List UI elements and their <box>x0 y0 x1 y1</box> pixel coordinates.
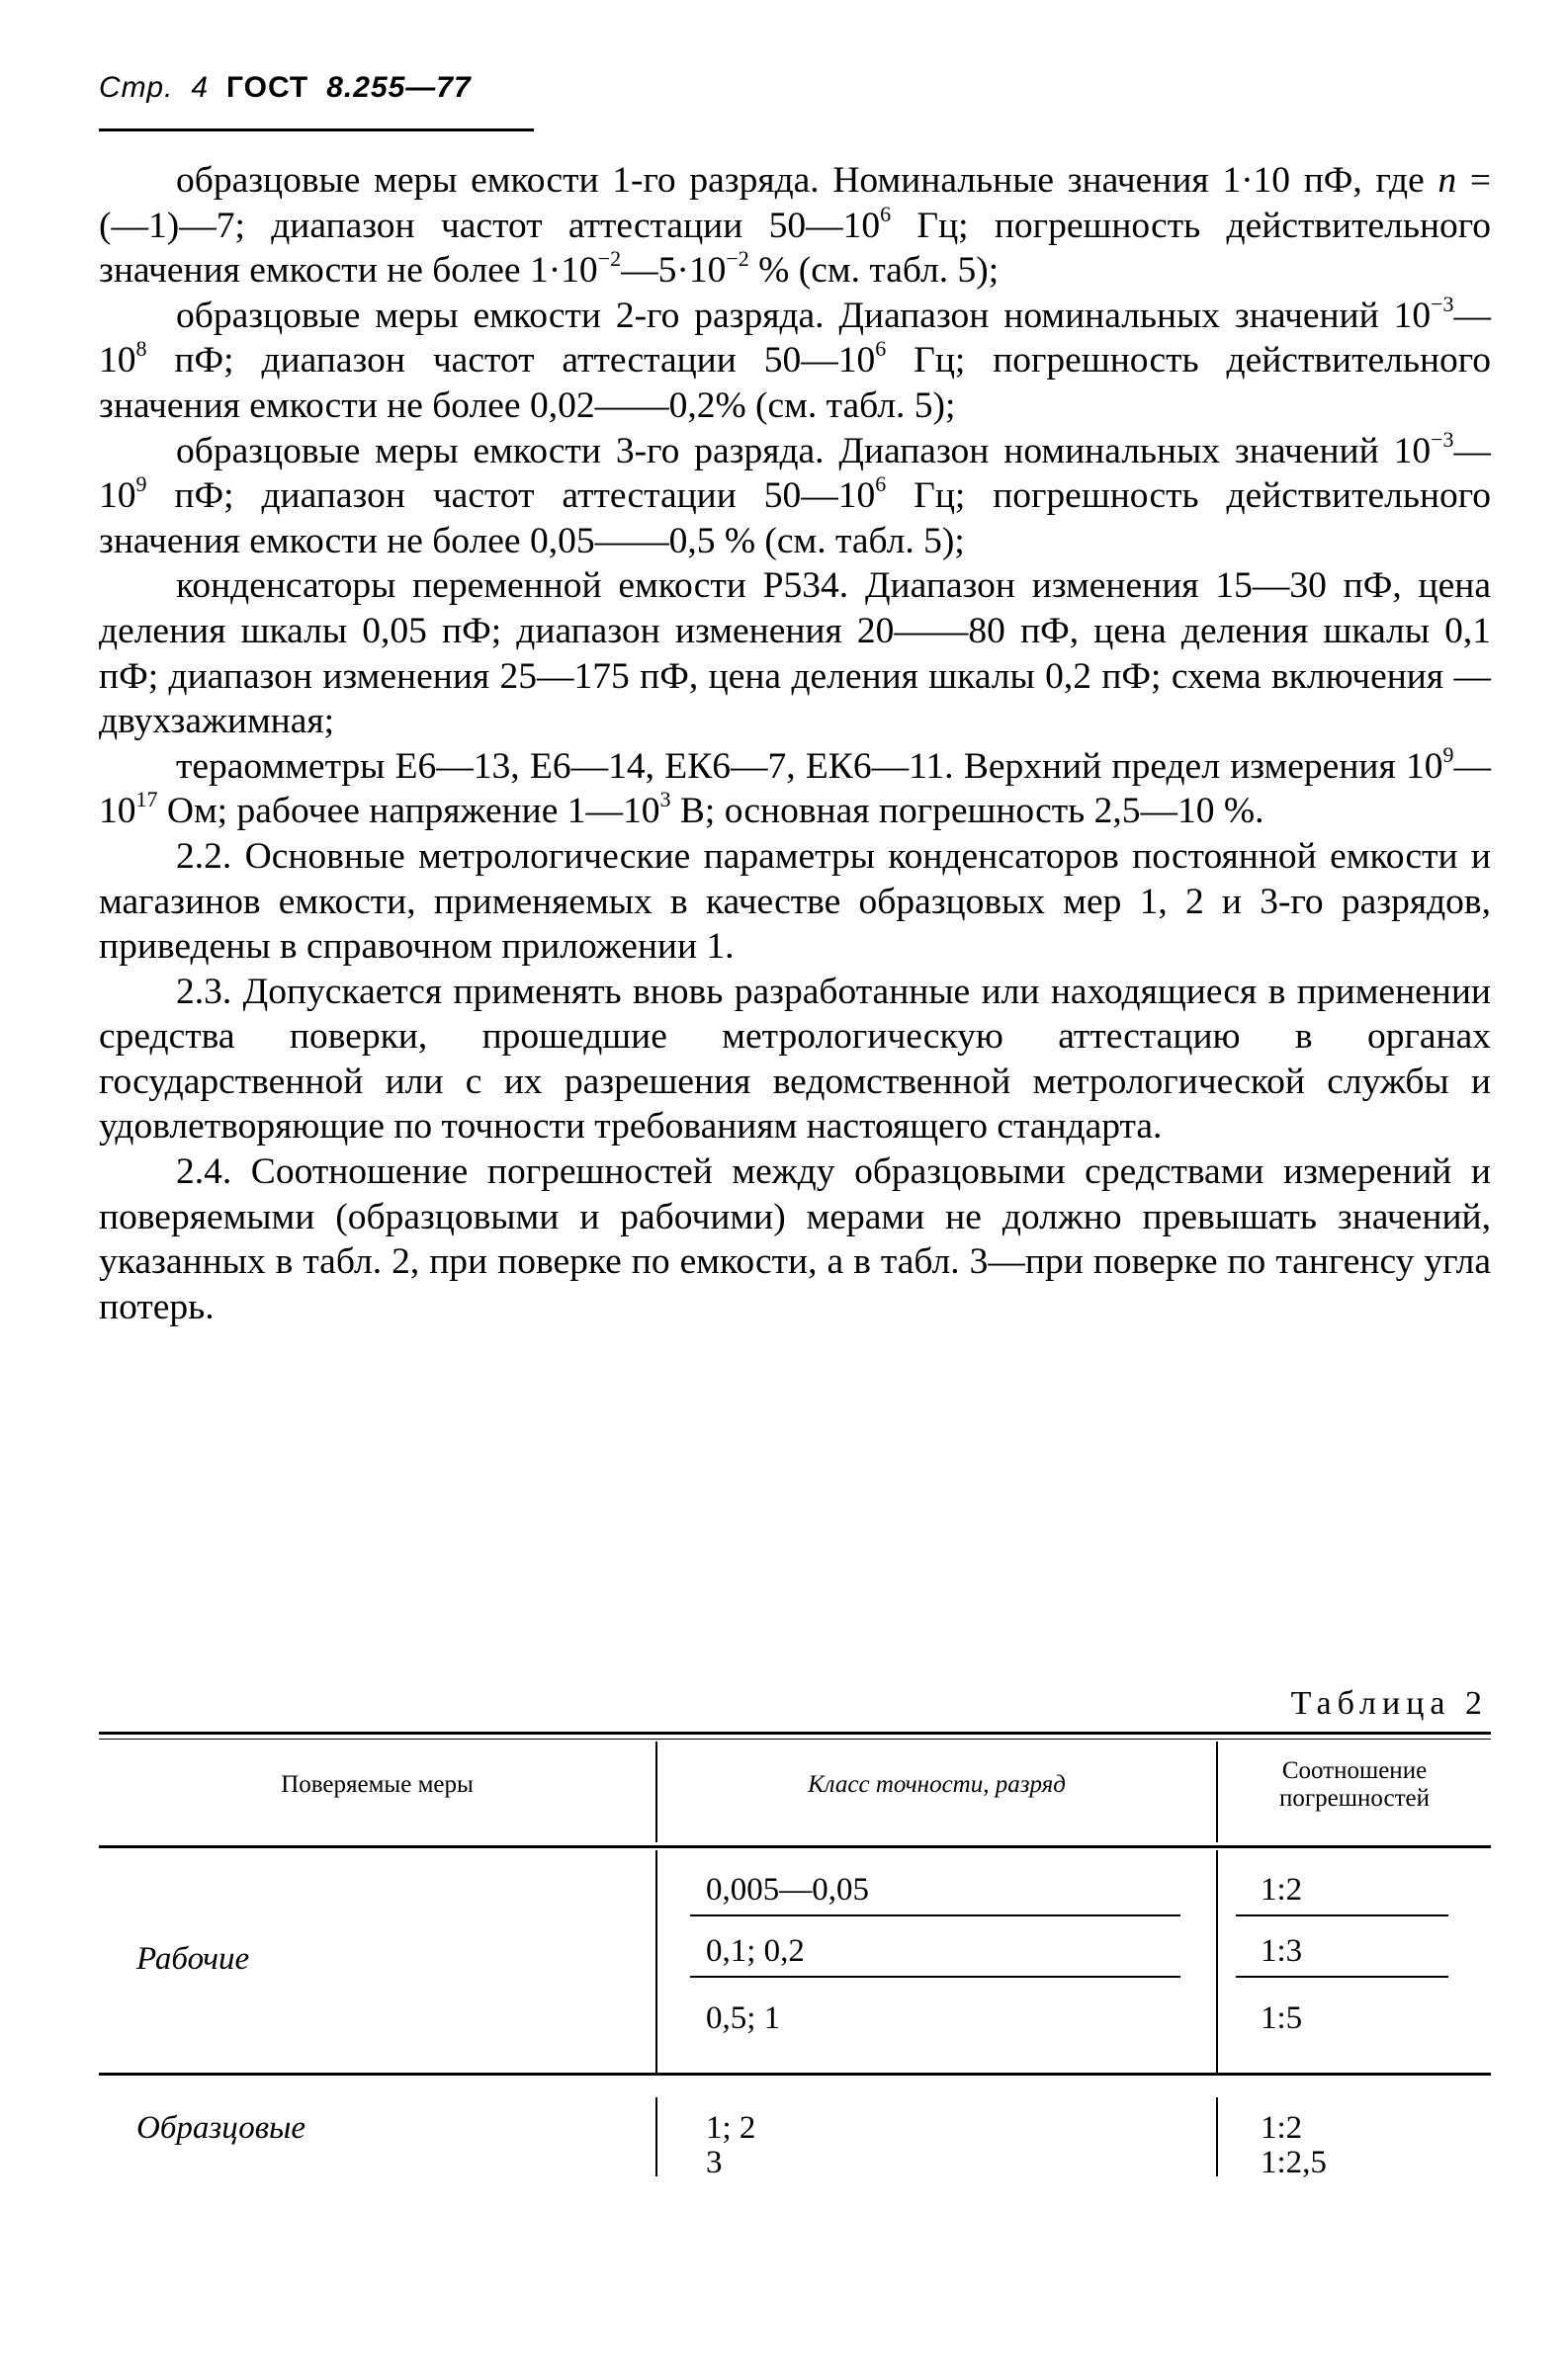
p1-exp2: −2 <box>597 246 622 272</box>
group-reference-label: Образцовые <box>136 2110 306 2146</box>
p5-exp3: 3 <box>659 787 671 812</box>
page-header <box>99 71 534 105</box>
ratio-cell: 1:2,5 <box>1261 2145 1327 2180</box>
p2-exp3: 6 <box>875 336 887 362</box>
paragraph-5 <box>99 741 1491 834</box>
standard-number: 8.255—77 <box>326 71 472 104</box>
class-cell: 0,1; 0,2 <box>706 1933 805 1969</box>
p3-exp3: 6 <box>875 471 887 497</box>
paragraph-3 <box>99 426 1491 564</box>
p5-b: —10 <box>99 745 1491 832</box>
header-measures: Поверяемые меры <box>281 1771 474 1798</box>
body-divider-4 <box>1216 2097 1218 2176</box>
header-rule <box>99 128 534 131</box>
p2-d: Гц; погрешность действительного значения емкости не более 0,02——0,2% (см. табл. 5); <box>99 340 1491 426</box>
group-working-label: Рабочие <box>136 1941 250 1977</box>
paragraph-2-3: 2.3. Допускается применять вновь разработанные или находящиеся в применении средства поверки, прошедшие метрологическую аттестацию в органах государственной или с их разрешения ведомственной метрологической службы и удовлетворяющие по точности требованиям настоящего стандарта. <box>99 971 1491 1148</box>
p3-exp1: −3 <box>1431 426 1454 452</box>
header-divider-2 <box>1216 1742 1218 1842</box>
standard-label: ГОСТ <box>226 71 309 104</box>
p1-exp1: 6 <box>880 201 892 226</box>
paragraph-2-4: 2.4. Соотношение погрешностей между образцовыми средствами измерений и поверяемыми (образцовыми и рабочими) мерами не должно превышать значений, указанных в табл. 2, при поверке по емкости, а в табл. 3—при поверке по тангенсу угла потерь. <box>99 1151 1491 1327</box>
p5-a: тераомметры Е6—13, Е6—14, ЕК6—7, ЕК6—11. Верхний предел измерения 10 <box>176 745 1443 787</box>
body-divider-3 <box>655 2097 657 2176</box>
p1-rest2: Гц; погрешность действительного значения емкости не более 1·10 <box>99 205 1491 292</box>
row-underline <box>1236 1976 1448 1978</box>
body-text <box>99 158 1491 1329</box>
p3-d: Гц; погрешность действительного значения емкости не более 0,05——0,5 % (см. табл. 5); <box>99 475 1491 561</box>
p1-text: образцовые меры емкости 1-го разряда. Номинальные значения 1·10 пФ, где <box>176 160 1425 201</box>
p5-c: Ом; рабочее напряжение 1—10 <box>157 791 660 832</box>
p5-exp2: 17 <box>135 787 158 812</box>
p3-b: —10 <box>99 430 1491 517</box>
p1-variable: n <box>1437 160 1457 201</box>
ratio-cell: 1:5 <box>1261 2000 1303 2036</box>
p3-exp2: 9 <box>135 471 147 497</box>
paragraph-2-2: 2.2. Основные метрологические параметры конденсаторов постоянной емкости и магазинов емкости, применяемых в качестве образцовых мер 1, 2 и 3-го разрядов, приведены в справочном приложении 1. <box>99 835 1491 968</box>
page-number: 4 <box>191 71 210 104</box>
header-bottom-rule <box>99 1845 1491 1848</box>
class-cell: 1; 2 <box>706 2110 756 2146</box>
paragraph-1 <box>99 158 1491 294</box>
row-underline <box>690 1976 1180 1978</box>
body-divider-2 <box>1216 1850 1218 2073</box>
p2-exp2: 8 <box>135 336 147 362</box>
group-divider-rule <box>99 2073 1491 2076</box>
p5-exp1: 9 <box>1442 741 1454 767</box>
p3-a: образцовые меры емкости 3-го разряда. Диапазон номинальных значений 10 <box>176 430 1432 471</box>
header-error-ratio: Соотношение погрешностей <box>1279 1757 1430 1812</box>
p5-d: В; основная погрешность 2,5—10 %. <box>670 791 1264 832</box>
p1-rest3: —5·10 <box>621 250 727 292</box>
ratio-cell: 1:2 <box>1261 1872 1303 1908</box>
body-divider-1 <box>655 1850 657 2073</box>
table-top-rule <box>99 1732 1491 1735</box>
class-cell: 0,5; 1 <box>706 2000 781 2036</box>
table-top-rule-thin <box>99 1739 1491 1740</box>
p2-a: образцовые меры емкости 2-го разряда. Диапазон номинальных значений 10 <box>176 295 1432 336</box>
p1-rest: = (—1)—7; диапазон частот аттестации 50—10 <box>99 160 1492 246</box>
table-caption: Таблица 2 <box>1290 1685 1488 1722</box>
page-label: Стр. <box>99 71 174 104</box>
p2-b: —10 <box>99 295 1491 382</box>
row-underline <box>1236 1914 1448 1916</box>
p2-exp1: −3 <box>1431 291 1454 316</box>
p1-rest4: % (см. табл. 5); <box>748 250 1000 292</box>
class-cell: 0,005—0,05 <box>706 1872 869 1908</box>
paragraph-4: конденсаторы переменной емкости Р534. Диапазон изменения 15—30 пФ, цена деления шкалы 0,05 пФ; диапазон изменения 20——80 пФ, цена деления шкалы 0,1 пФ; диапазон изменения 25—175 пФ, цена деления шкалы 0,2 пФ; схема включения — двухзажимная; <box>99 565 1491 742</box>
p1-exp3: −2 <box>726 246 749 272</box>
class-cell: 3 <box>706 2145 723 2180</box>
header-accuracy-class: Класс точности, разряд <box>808 1771 1066 1798</box>
p2-c: пФ; диапазон частот аттестации 50—10 <box>146 340 876 382</box>
paragraph-2 <box>99 291 1491 429</box>
row-underline <box>690 1914 1180 1916</box>
table-2 <box>99 1732 1491 2180</box>
ratio-cell: 1:2 <box>1261 2110 1303 2146</box>
p3-c: пФ; диапазон частот аттестации 50—10 <box>146 475 876 517</box>
ratio-cell: 1:3 <box>1261 1933 1303 1969</box>
